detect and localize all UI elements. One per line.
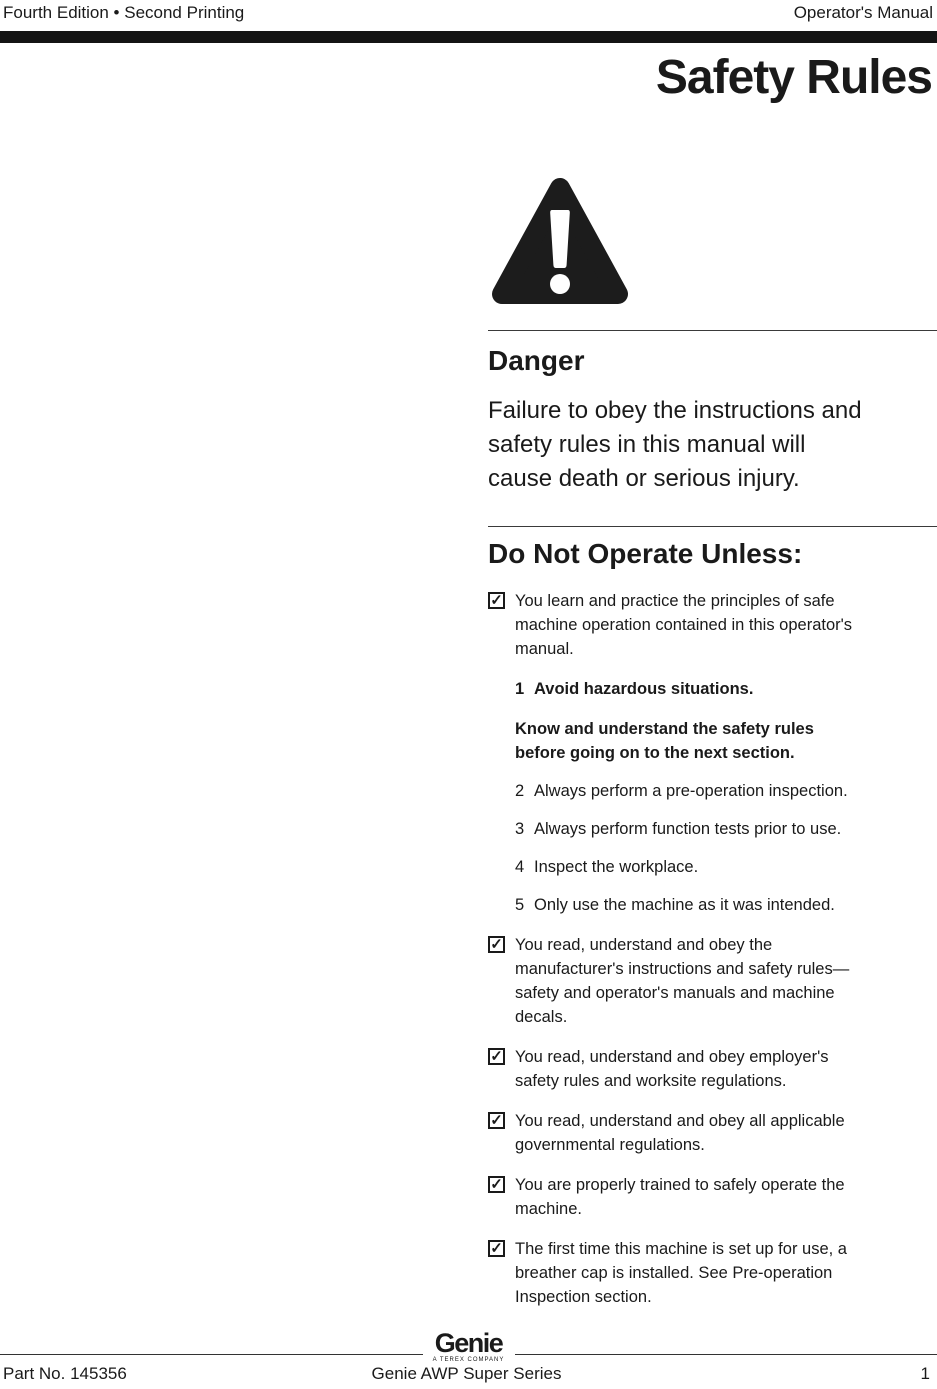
danger-body-text: [488, 394, 937, 496]
checklist-line: decals.: [515, 1008, 568, 1026]
header-divider-bar: [0, 31, 937, 43]
step-text: Avoid hazardous situations.: [534, 680, 754, 698]
checklist-item: [488, 1237, 937, 1309]
checked-checkbox-icon: ✓: [488, 1048, 505, 1065]
footer-divider-left: [0, 1354, 423, 1355]
checklist-item-text: [515, 933, 937, 1029]
step-number: 4: [515, 858, 525, 876]
numbered-step: [515, 677, 937, 701]
step-text: Inspect the workplace.: [534, 858, 699, 876]
footer-logo-row: [0, 1326, 937, 1363]
numbered-step: [515, 817, 937, 841]
numbered-step: [515, 893, 937, 917]
checklist-line: manufacturer's instructions and safety rules—: [515, 960, 850, 978]
checklist-item: [488, 933, 937, 1029]
safety-checklist: [488, 589, 937, 1309]
danger-body-line: Failure to obey the instructions and: [488, 397, 862, 424]
numbered-step: [515, 779, 937, 803]
step-number: 2: [515, 782, 525, 800]
checklist-line: breather cap is installed. See Pre-operation: [515, 1264, 833, 1282]
checked-checkbox-icon: ✓: [488, 1176, 505, 1193]
checklist-item: [488, 1173, 937, 1221]
checklist-line: machine.: [515, 1200, 582, 1218]
checklist-line: machine operation contained in this operator's: [515, 616, 853, 634]
checklist-line: You read, understand and obey employer's: [515, 1048, 829, 1066]
header-manual-text: Operator's Manual: [793, 3, 933, 22]
numbered-step: [515, 855, 937, 879]
checklist-item-text: [515, 1173, 937, 1221]
genie-logo-tagline: A TEREX COMPANY: [432, 1357, 505, 1363]
step-number: 3: [515, 820, 525, 838]
checklist-line: You read, understand and obey the: [515, 936, 773, 954]
checklist-line: safety and operator's manuals and machine: [515, 984, 835, 1002]
checklist-line: The first time this machine is set up for use, a: [515, 1240, 847, 1258]
checklist-line: You read, understand and obey all applicable: [515, 1112, 845, 1130]
checklist-line: Inspection section.: [515, 1288, 652, 1306]
checked-checkbox-icon: ✓: [488, 1112, 505, 1129]
checklist-item: [488, 589, 937, 661]
header-edition-text: Fourth Edition • Second Printing: [3, 3, 245, 22]
note-line: Know and understand the safety rules: [515, 720, 814, 738]
danger-body-line: safety rules in this manual will: [488, 431, 806, 458]
note-line: before going on to the next section.: [515, 744, 795, 762]
checklist-line: You learn and practice the principles of safe: [515, 592, 835, 610]
footer-page-number: 1: [920, 1364, 930, 1383]
checklist-line: safety rules and worksite regulations.: [515, 1072, 787, 1090]
checklist-item-text: [515, 1045, 937, 1093]
danger-heading: Danger: [488, 345, 585, 376]
checked-checkbox-icon: ✓: [488, 1240, 505, 1257]
do-not-operate-heading: Do Not Operate Unless:: [488, 538, 803, 569]
checked-checkbox-icon: ✓: [488, 936, 505, 953]
checklist-line: governmental regulations.: [515, 1136, 705, 1154]
warning-triangle-icon: [490, 172, 630, 312]
page-title: Safety Rules: [655, 51, 932, 104]
checklist-item-text: [515, 1109, 937, 1157]
checklist-line: You are properly trained to safely operate the: [515, 1176, 845, 1194]
checklist-item-text: [515, 1237, 937, 1309]
danger-body-line: cause death or serious injury.: [488, 465, 800, 492]
page-header: [3, 2, 933, 24]
step-text: Always perform a pre-operation inspection.: [534, 782, 848, 800]
content-column: [488, 172, 937, 1309]
know-safety-rules-note: [515, 717, 937, 765]
footer-series-name: Genie AWP Super Series: [371, 1364, 562, 1383]
checked-checkbox-icon: ✓: [488, 592, 505, 609]
step-number: 5: [515, 896, 525, 914]
checklist-item: [488, 1045, 937, 1093]
checklist-item: [488, 1109, 937, 1157]
step-text: Only use the machine as it was intended.: [534, 896, 835, 914]
checklist-item-text: [515, 589, 937, 661]
checklist-line: manual.: [515, 640, 574, 658]
footer-divider-right: [515, 1354, 937, 1355]
step-text: Always perform function tests prior to use.: [534, 820, 842, 838]
section-divider: [488, 330, 937, 331]
section-divider: [488, 526, 937, 527]
genie-logo-word: Genie: [434, 1328, 503, 1358]
genie-logo: [423, 1330, 515, 1363]
footer-part-number: Part No. 145356: [3, 1364, 127, 1383]
step-number: 1: [515, 680, 525, 698]
